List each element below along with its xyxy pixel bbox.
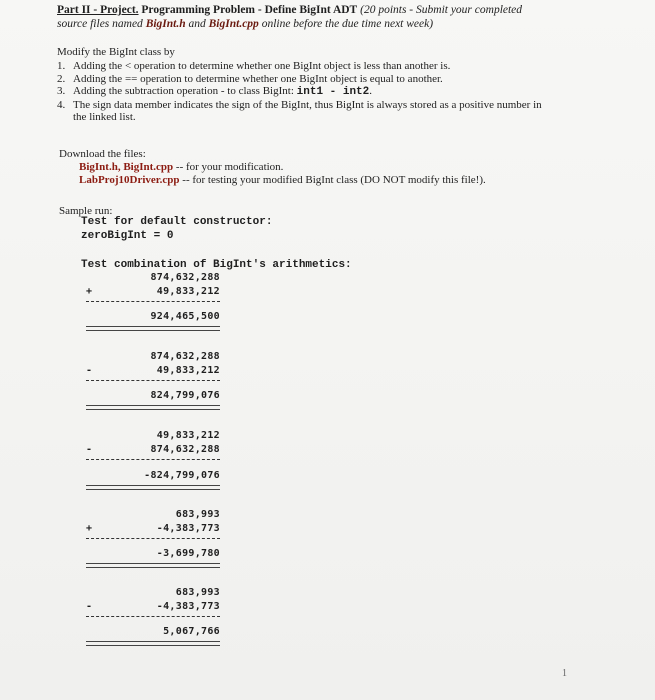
- item-text-end: .: [369, 85, 373, 98]
- double-rule: [86, 641, 220, 646]
- result: -3,699,780: [156, 548, 220, 559]
- double-rule: [86, 326, 220, 331]
- result: -824,799,076: [144, 470, 220, 481]
- item-number: 3.: [57, 85, 66, 98]
- dashed-rule: [86, 301, 220, 302]
- requirements-list: [57, 60, 617, 124]
- download-label: Download the files:: [59, 148, 146, 160]
- assignment-header: [57, 3, 637, 31]
- dashed-rule: [86, 459, 220, 460]
- download-link-bigint[interactable]: BigInt.h, BigInt.cpp: [79, 161, 174, 173]
- list-item: [57, 99, 617, 124]
- operator: -: [86, 444, 93, 455]
- download-note: -- for your modification.: [173, 161, 284, 173]
- code-line: zeroBigInt = 0: [81, 230, 174, 242]
- operand-b: -4,383,773: [156, 523, 220, 534]
- result: 5,067,766: [163, 626, 220, 637]
- submit-note-c: online before the due time next week): [258, 18, 434, 30]
- intro-text: Modify the BigInt class by: [57, 46, 175, 58]
- item-number: 1.: [57, 60, 66, 72]
- item-text: Adding the subtraction operation - to class BigInt:: [73, 85, 297, 98]
- operator: +: [86, 523, 93, 534]
- download-link-driver[interactable]: LabProj10Driver.cpp: [79, 174, 180, 186]
- operand-a: 683,993: [175, 509, 220, 520]
- list-item: [57, 85, 617, 99]
- dashed-rule: [86, 380, 220, 381]
- list-item: [57, 73, 617, 86]
- operand-b: 874,632,288: [150, 444, 220, 455]
- item-number: 4.: [57, 98, 66, 111]
- file-name-cpp: BigInt.cpp: [208, 18, 259, 30]
- operand-a: 49,833,212: [156, 430, 220, 441]
- result: 824,799,076: [150, 390, 220, 401]
- operand-b: 49,833,212: [156, 286, 220, 297]
- item-text: The sign data member indicates the sign of the BigInt, thus BigInt is always stored as a positive number in the linked list.: [73, 98, 542, 124]
- operand-b: 49,833,212: [156, 365, 220, 376]
- points-note: (20 points - Submit your completed: [357, 4, 523, 16]
- double-rule: [86, 485, 220, 490]
- operator: -: [86, 365, 93, 376]
- submit-note-a: source files named: [57, 18, 146, 30]
- file-name-h: BigInt.h: [145, 18, 186, 30]
- operand-a: 683,993: [175, 587, 220, 598]
- assignment-title: Programming Problem - Define BigInt ADT: [138, 4, 358, 16]
- code-line: Test combination of BigInt's arithmetics:: [81, 259, 352, 271]
- page-number: 1: [562, 668, 567, 679]
- part-label: Part II - Project.: [57, 4, 139, 16]
- double-rule: [86, 563, 220, 568]
- item-code: int1 - int2: [296, 86, 370, 99]
- item-text: Adding the < operation to determine whether one BigInt object is less than another is.: [73, 60, 451, 72]
- result: 924,465,500: [150, 311, 220, 322]
- operand-b: -4,383,773: [156, 601, 220, 612]
- download-note: -- for testing your modified BigInt class (DO NOT modify this file!).: [179, 174, 486, 186]
- double-rule: [86, 405, 220, 410]
- item-text: Adding the == operation to determine whether one BigInt object is equal to another.: [73, 72, 443, 85]
- submit-note-b: and: [185, 18, 209, 30]
- sample-run-label: Sample run:: [59, 205, 113, 217]
- download-section: [59, 148, 486, 187]
- dashed-rule: [86, 538, 220, 539]
- item-number: 2.: [57, 72, 66, 85]
- dashed-rule: [86, 616, 220, 617]
- operator: -: [86, 601, 93, 612]
- operator: +: [86, 286, 93, 297]
- list-item: [57, 60, 617, 73]
- operand-a: 874,632,288: [150, 272, 220, 283]
- code-line: Test for default constructor:: [81, 216, 273, 228]
- operand-a: 874,632,288: [150, 351, 220, 362]
